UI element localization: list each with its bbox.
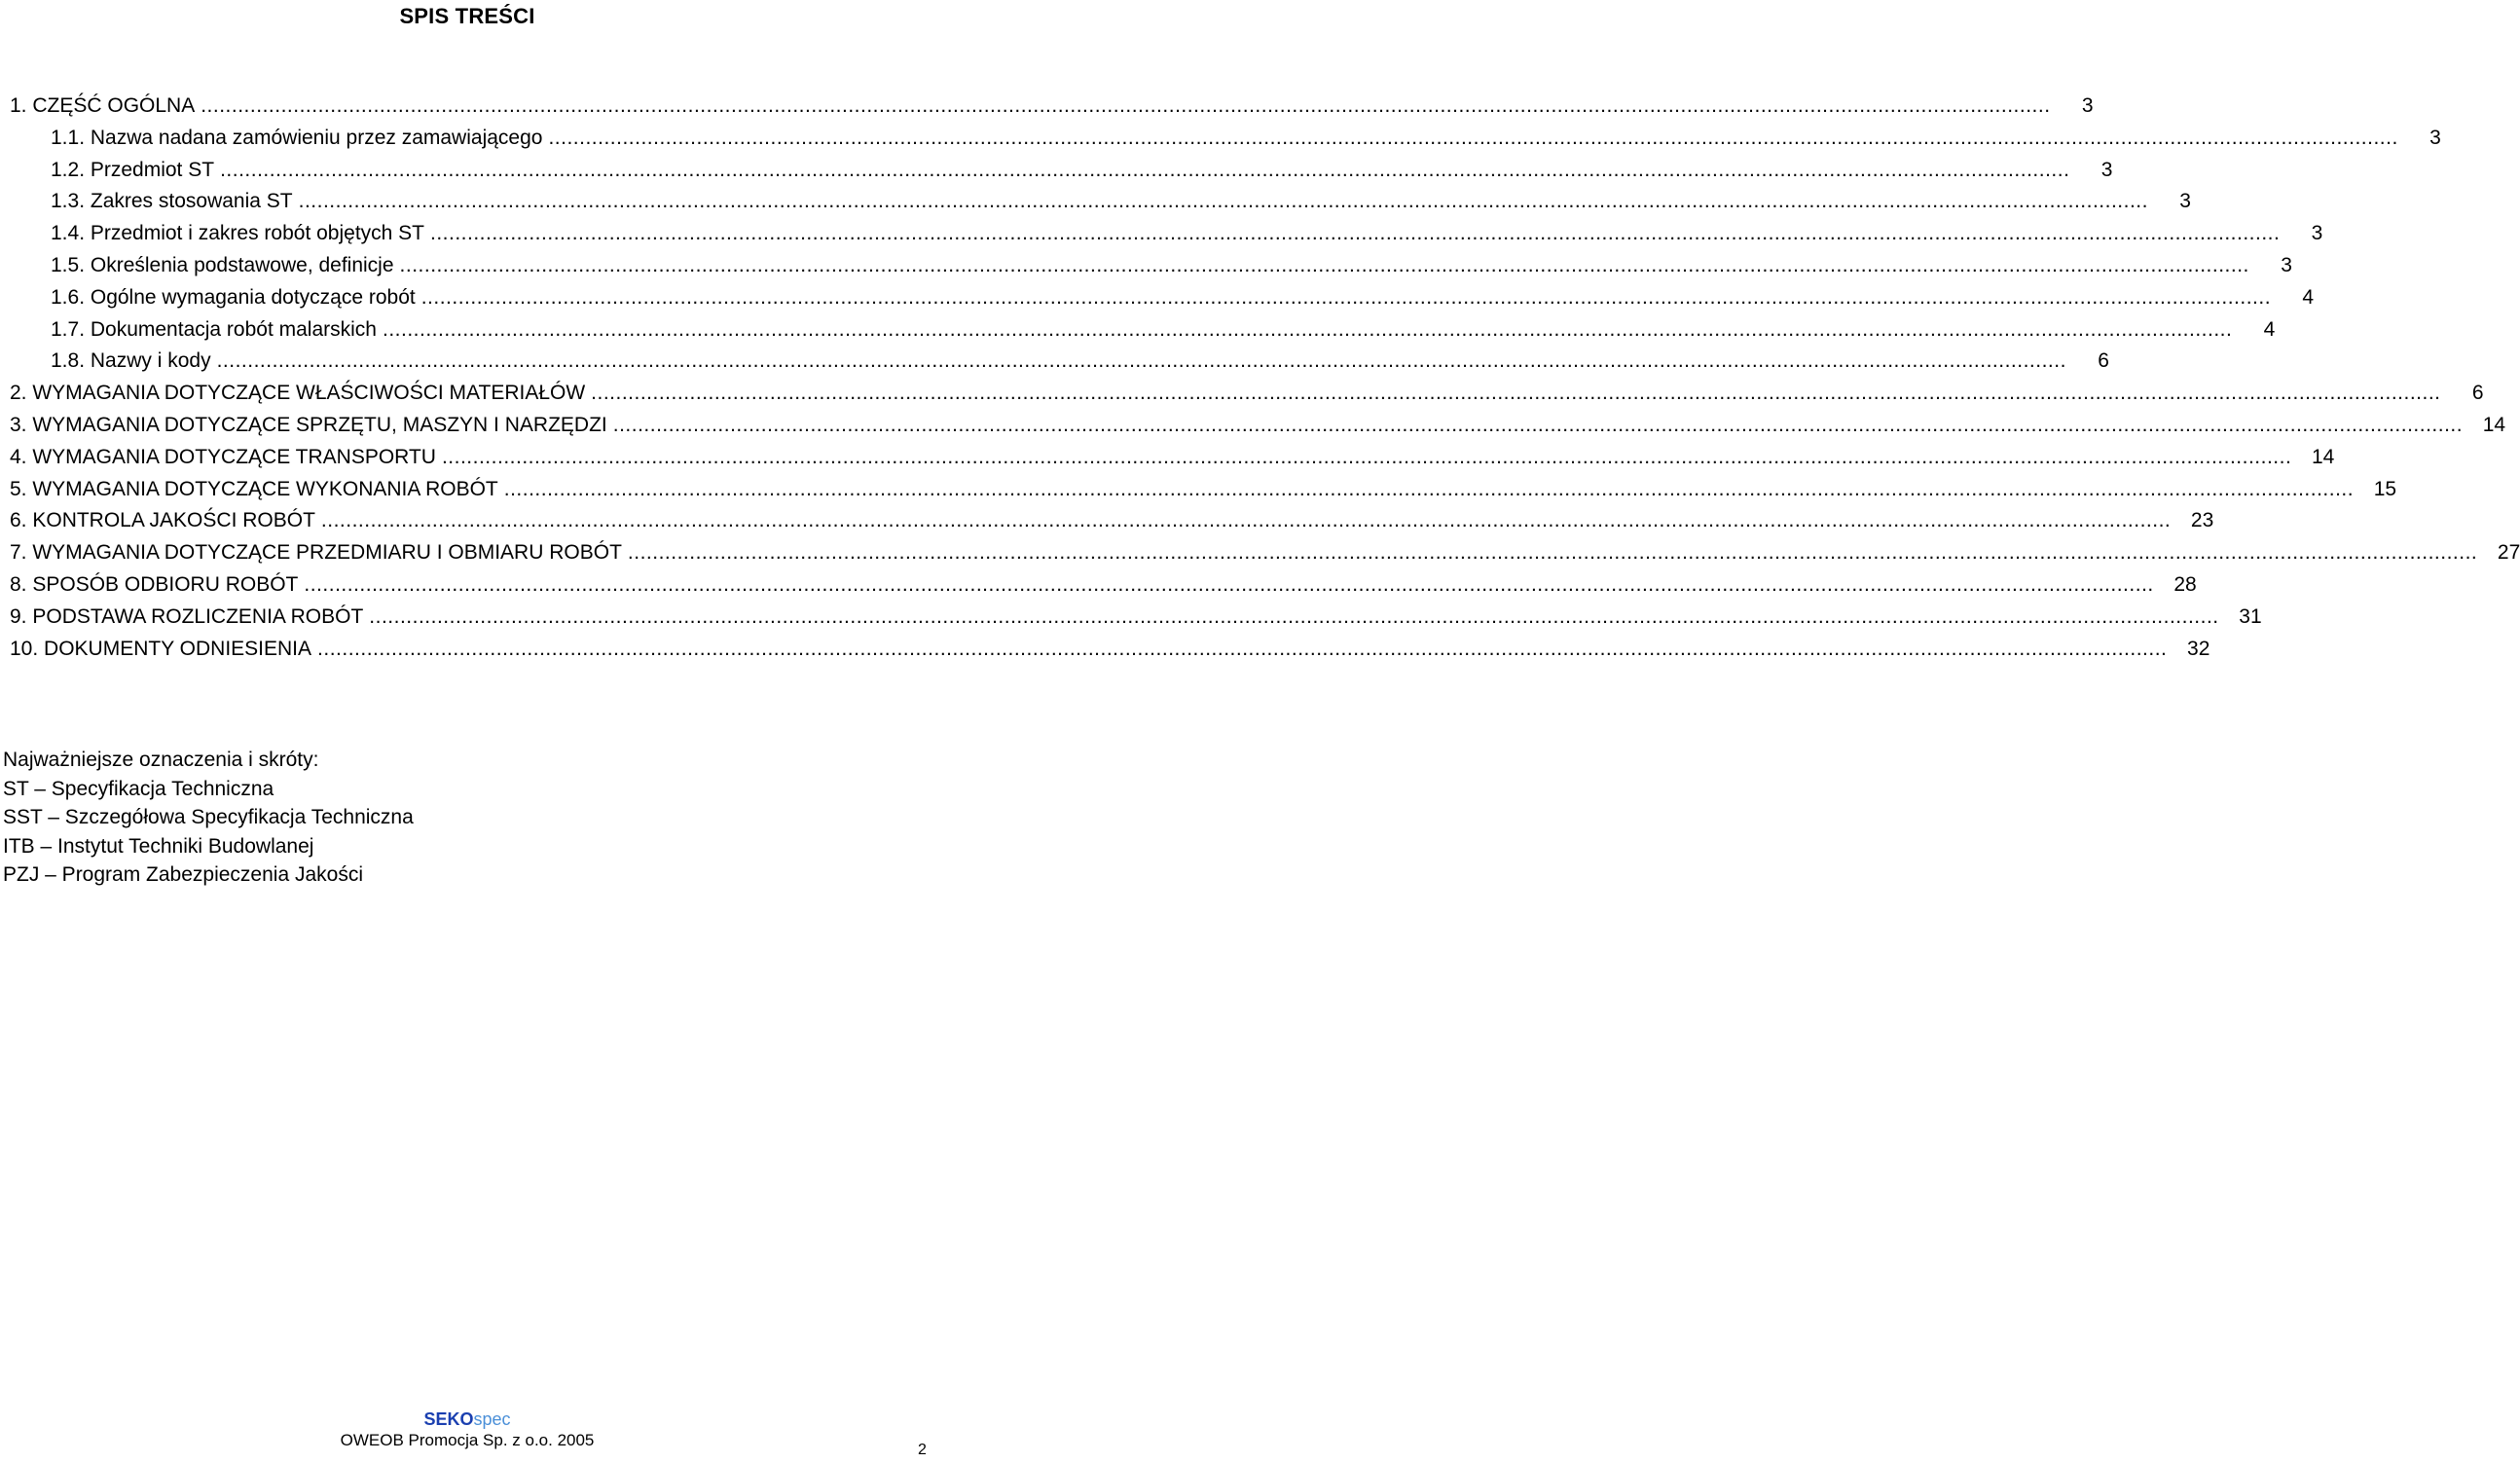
toc-entry-label: 1.8. Nazwy i kody: [51, 349, 211, 373]
page-number: 2: [918, 1442, 927, 1458]
toc-leader-dots: ............................................................................................................................................................................................................................................................................................................: [220, 158, 2070, 181]
toc-leader-dots: ............................................................................................................................................................................................................................................................................................................: [320, 509, 2172, 532]
toc-entry[interactable]: [51, 315, 2276, 345]
toc-entry-page: 4: [2302, 285, 2315, 309]
toc-leader-dots: ............................................................................................................................................................................................................................................................................................................: [383, 317, 2233, 341]
footer-brand-logo: [0, 1409, 934, 1430]
brand-name-light: spec: [473, 1409, 511, 1429]
toc-leader-dots: ............................................................................................................................................................................................................................................................................................................: [612, 414, 2464, 436]
abbreviations-heading: Najważniejsze oznaczenia i skróty:: [3, 749, 319, 771]
toc-leader-dots: ............................................................................................................................................................................................................................................................................................................: [420, 285, 2272, 309]
abbreviation-item: PZJ – Program Zabezpieczenia Jakości: [3, 863, 363, 886]
toc-entry[interactable]: [10, 379, 2484, 408]
toc-entry-label: 1. CZĘŚĆ OGÓLNA: [10, 94, 196, 117]
toc-entry-page: 23: [2190, 509, 2214, 532]
toc-leader-dots: ............................................................................................................................................................................................................................................................................................................: [399, 254, 2249, 276]
toc-leader-dots: ............................................................................................................................................................................................................................................................................................................: [627, 541, 2478, 565]
toc-entry-label: 5. WYMAGANIA DOTYCZĄCE WYKONANIA ROBÓT: [10, 477, 498, 500]
toc-entry[interactable]: [51, 283, 2315, 312]
toc-leader-dots: ............................................................................................................................................................................................................................................................................................................: [369, 604, 2219, 628]
toc-entry-label: 3. WYMAGANIA DOTYCZĄCE SPRZĘTU, MASZYN I NARZĘDZI: [10, 414, 607, 436]
toc-entry-label: 9. PODSTAWA ROZLICZENIA ROBÓT: [10, 604, 364, 628]
toc-leader-dots: ............................................................................................................................................................................................................................................................................................................: [201, 94, 2051, 117]
toc-entry[interactable]: [10, 411, 2506, 440]
toc-entry-label: 1.2. Przedmiot ST: [51, 158, 215, 181]
toc-leader-dots: ............................................................................................................................................................................................................................................................................................................: [548, 126, 2398, 149]
toc-entry-label: 10. DOKUMENTY ODNIESIENIA: [10, 637, 312, 660]
toc-entry-page: 3: [2311, 222, 2323, 245]
toc-entry-page: 3: [2100, 158, 2113, 181]
toc-entry-label: 2. WYMAGANIA DOTYCZĄCE WŁAŚCIWOŚCI MATERIAŁÓW: [10, 382, 586, 405]
toc-leader-dots: ............................................................................................................................................................................................................................................................................................................: [216, 349, 2066, 373]
page-title: SPIS TREŚCI: [399, 4, 535, 28]
toc-entry-page: 27: [2497, 541, 2520, 565]
toc-entry-label: 1.7. Dokumentacja robót malarskich: [51, 317, 377, 341]
toc-entry[interactable]: [10, 635, 2210, 664]
footer-company: OWEOB Promocja Sp. z o.o. 2005: [340, 1431, 595, 1449]
toc-entry[interactable]: [10, 443, 2335, 472]
toc-entry[interactable]: [51, 156, 2113, 185]
toc-entry-page: 28: [2173, 573, 2197, 596]
toc-leader-dots: ............................................................................................................................................................................................................................................................................................................: [304, 573, 2154, 596]
toc-entry[interactable]: [51, 251, 2292, 280]
toc-leader-dots: ............................................................................................................................................................................................................................................................................................................: [591, 382, 2441, 405]
toc-entry-page: 3: [2081, 94, 2094, 117]
toc-entry[interactable]: [10, 570, 2197, 600]
toc-entry-page: 6: [2471, 382, 2484, 405]
toc-leader-dots: ............................................................................................................................................................................................................................................................................................................: [503, 477, 2355, 500]
toc-entry-label: 1.6. Ogólne wymagania dotyczące robót: [51, 285, 416, 309]
toc-entry-page: 4: [2263, 317, 2276, 341]
toc-entry-page: 15: [2373, 477, 2397, 500]
toc-entry-page: 3: [2179, 190, 2191, 213]
toc-entry-label: 1.5. Określenia podstawowe, definicje: [51, 254, 394, 276]
toc-entry[interactable]: [51, 219, 2323, 248]
abbreviations-section: [3, 746, 414, 890]
toc-entry[interactable]: [51, 124, 2441, 153]
toc-entry[interactable]: [51, 187, 2191, 216]
toc-entry[interactable]: [10, 506, 2214, 535]
brand-name-bold: SEKO: [423, 1409, 474, 1429]
toc-entry-page: 14: [2311, 445, 2335, 468]
toc-leader-dots: ............................................................................................................................................................................................................................................................................................................: [441, 445, 2292, 468]
toc-entry-page: 3: [2429, 126, 2441, 149]
toc-entry-label: 1.3. Zakres stosowania ST: [51, 190, 293, 213]
abbreviation-item: SST – Szczegółowa Specyfikacja Techniczna: [3, 806, 414, 828]
toc-leader-dots: ............................................................................................................................................................................................................................................................................................................: [317, 637, 2168, 660]
toc-entry-page: 32: [2187, 637, 2210, 660]
toc-entry-page: 14: [2482, 414, 2506, 436]
toc-entry-label: 1.1. Nazwa nadana zamówieniu przez zamawiającego: [51, 126, 543, 149]
toc-entry-label: 4. WYMAGANIA DOTYCZĄCE TRANSPORTU: [10, 445, 436, 468]
toc-entry-label: 6. KONTROLA JAKOŚCI ROBÓT: [10, 509, 315, 532]
toc-leader-dots: ............................................................................................................................................................................................................................................................................................................: [298, 190, 2148, 213]
toc-entry[interactable]: [51, 347, 2109, 376]
toc-entry-label: 8. SPOSÓB ODBIORU ROBÓT: [10, 573, 299, 596]
abbreviation-item: ITB – Instytut Techniki Budowlanej: [3, 834, 314, 858]
toc-entry-label: 1.4. Przedmiot i zakres robót objętych ST: [51, 222, 424, 245]
toc-entry[interactable]: [10, 538, 2520, 567]
toc-entry[interactable]: [10, 91, 2094, 121]
toc-entry[interactable]: [10, 603, 2262, 632]
toc-entry-page: 3: [2281, 254, 2292, 276]
toc-leader-dots: ............................................................................................................................................................................................................................................................................................................: [430, 222, 2281, 245]
abbreviation-item: ST – Specyfikacja Techniczna: [3, 777, 274, 800]
toc-entry-label: 7. WYMAGANIA DOTYCZĄCE PRZEDMIARU I OBMIARU ROBÓT: [10, 541, 622, 565]
toc-entry-page: 31: [2239, 604, 2262, 628]
toc-entry-page: 6: [2098, 349, 2109, 373]
toc-entry[interactable]: [10, 475, 2397, 504]
